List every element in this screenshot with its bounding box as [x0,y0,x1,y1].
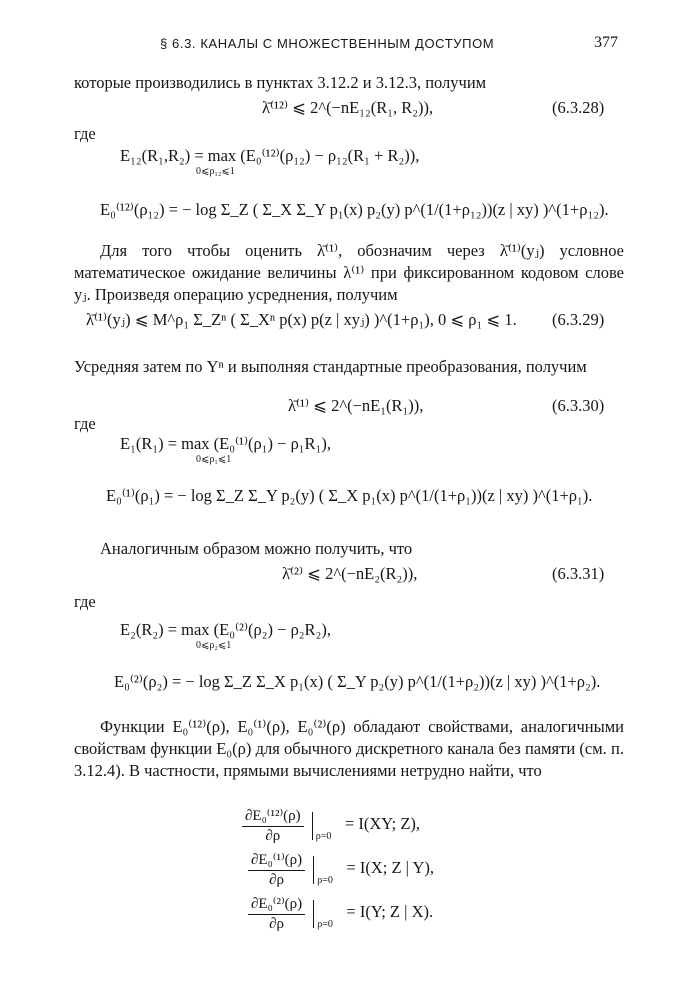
evaluation-bar [313,900,333,930]
equation-number: (6.3.31) [552,564,605,583]
max-range: 0⩽ρ₁₂⩽1 [196,166,235,177]
fraction [248,850,305,889]
equation-E12 [120,146,419,166]
paragraph: Для того чтобы оценить λ̄⁽¹⁾, обозначим через λ̄⁽¹⁾(yⱼ) условное математическое ожидание величины λ⁽¹⁾ при фиксированном кодовом слове yⱼ. Произведя операцию усреднения, получим [74,241,624,304]
max-range: 0⩽ρ₂⩽1 [196,640,232,651]
derivative-3-rhs: = I(Y; Z | X). [346,902,434,922]
equation-E1-body: E₁(R₁) = max (E₀⁽¹⁾(ρ₁) − ρ₁R₁), [120,434,331,453]
where-label: где [74,414,96,433]
paragraph: Функции E₀⁽¹²⁾(ρ), E₀⁽¹⁾(ρ), E₀⁽²⁾(ρ) обладают свойствами, аналогичными свойствам функции E₀(ρ) для обычного дискретного канала без памяти (см. п. 3.12.4). В частности, прямыми вычислениями нетрудно найти, что [74,717,624,780]
equation-6-3-29 [86,310,517,330]
derivative-2 [248,850,434,889]
equation-6-3-31 [282,564,417,584]
equation-E0-1-body: E₀⁽¹⁾(ρ₁) = − log Σ_Z Σ_Y p₂(y) ( Σ_X p₁(x) p^(1/(1+ρ₁))(z | xy) )^(1+ρ₁). [106,486,593,505]
equation-E2 [120,620,331,640]
equation-number: (6.3.30) [552,396,605,415]
evaluation-bar [312,812,332,842]
where-label: где [74,592,96,611]
running-header: § 6.3. КАНАЛЫ С МНОЖЕСТВЕННЫМ ДОСТУПОМ [160,36,495,51]
derivative-3 [248,894,433,933]
paragraph: Аналогичным образом можно получить, что [100,539,413,558]
derivative-1 [242,806,420,845]
page-number: 377 [594,34,618,51]
numerator: ∂E₀⁽²⁾(ρ) [248,894,305,915]
evaluation-point: ρ=0 [317,874,333,886]
fraction [248,894,305,933]
numerator: ∂E₀⁽¹⁾(ρ) [248,850,305,871]
equation-E0-2 [114,672,600,692]
equation-E12-body: E₁₂(R₁,R₂) = max (E₀⁽¹²⁾(ρ₁₂) − ρ₁₂(R₁ + R₂)), [120,146,420,165]
equation-E0-2-body: E₀⁽²⁾(ρ₂) = − log Σ_Z Σ_X p₁(x) ( Σ_Y p₂(y) p^(1/(1+ρ₂))(z | xy) )^(1+ρ₂). [114,672,601,691]
equation-E0-1 [106,486,592,506]
evaluation-point: ρ=0 [315,830,332,842]
equation-E1 [120,434,331,454]
equation-number: (6.3.28) [552,98,605,117]
equation-E2-body: E₂(R₂) = max (E₀⁽²⁾(ρ₂) − ρ₂R₂), [120,620,331,639]
denominator: ∂ρ [269,916,285,932]
denominator: ∂ρ [265,828,281,844]
evaluation-point: ρ=0 [317,918,333,930]
equation-6-3-28-body: λ̄⁽¹²⁾ ⩽ 2^(−nE₁₂(R₁, R₂)), [262,98,434,117]
equation-6-3-28 [262,98,433,118]
numerator: ∂E₀⁽¹²⁾(ρ) [242,806,304,827]
paragraph: Усредняя затем по Yⁿ и выполняя стандартные преобразования, получим [74,357,587,376]
intro-line: которые производились в пунктах 3.12.2 и 3.12.3, получим [74,73,487,92]
equation-E0-12-body: E₀⁽¹²⁾(ρ₁₂) = − log Σ_Z ( Σ_X Σ_Y p₁(x) p₂(y) p^(1/(1+ρ₁₂))(z | xy) )^(1+ρ₁₂). [100,200,609,219]
where-label: где [74,124,96,143]
equation-E0-12 [100,200,609,220]
max-range: 0⩽ρ₁⩽1 [196,454,232,465]
equation-6-3-31-body: λ̄⁽²⁾ ⩽ 2^(−nE₂(R₂)), [282,564,418,583]
denominator: ∂ρ [269,872,285,888]
derivative-2-rhs: = I(X; Z | Y), [346,858,435,878]
derivative-1-rhs: = I(XY; Z), [344,814,421,834]
fraction [242,806,304,845]
equation-6-3-30-body: λ̄⁽¹⁾ ⩽ 2^(−nE₁(R₁)), [288,396,424,415]
equation-6-3-29-body: λ̄⁽¹⁾(yⱼ) ⩽ M^ρ₁ Σ_Zⁿ ( Σ_Xⁿ p(x) p(z | xyⱼ) )^(1+ρ₁), 0 ⩽ ρ₁ ⩽ 1. [86,310,517,329]
equation-6-3-30 [288,396,423,416]
evaluation-bar [313,856,333,886]
equation-number: (6.3.29) [552,310,605,329]
